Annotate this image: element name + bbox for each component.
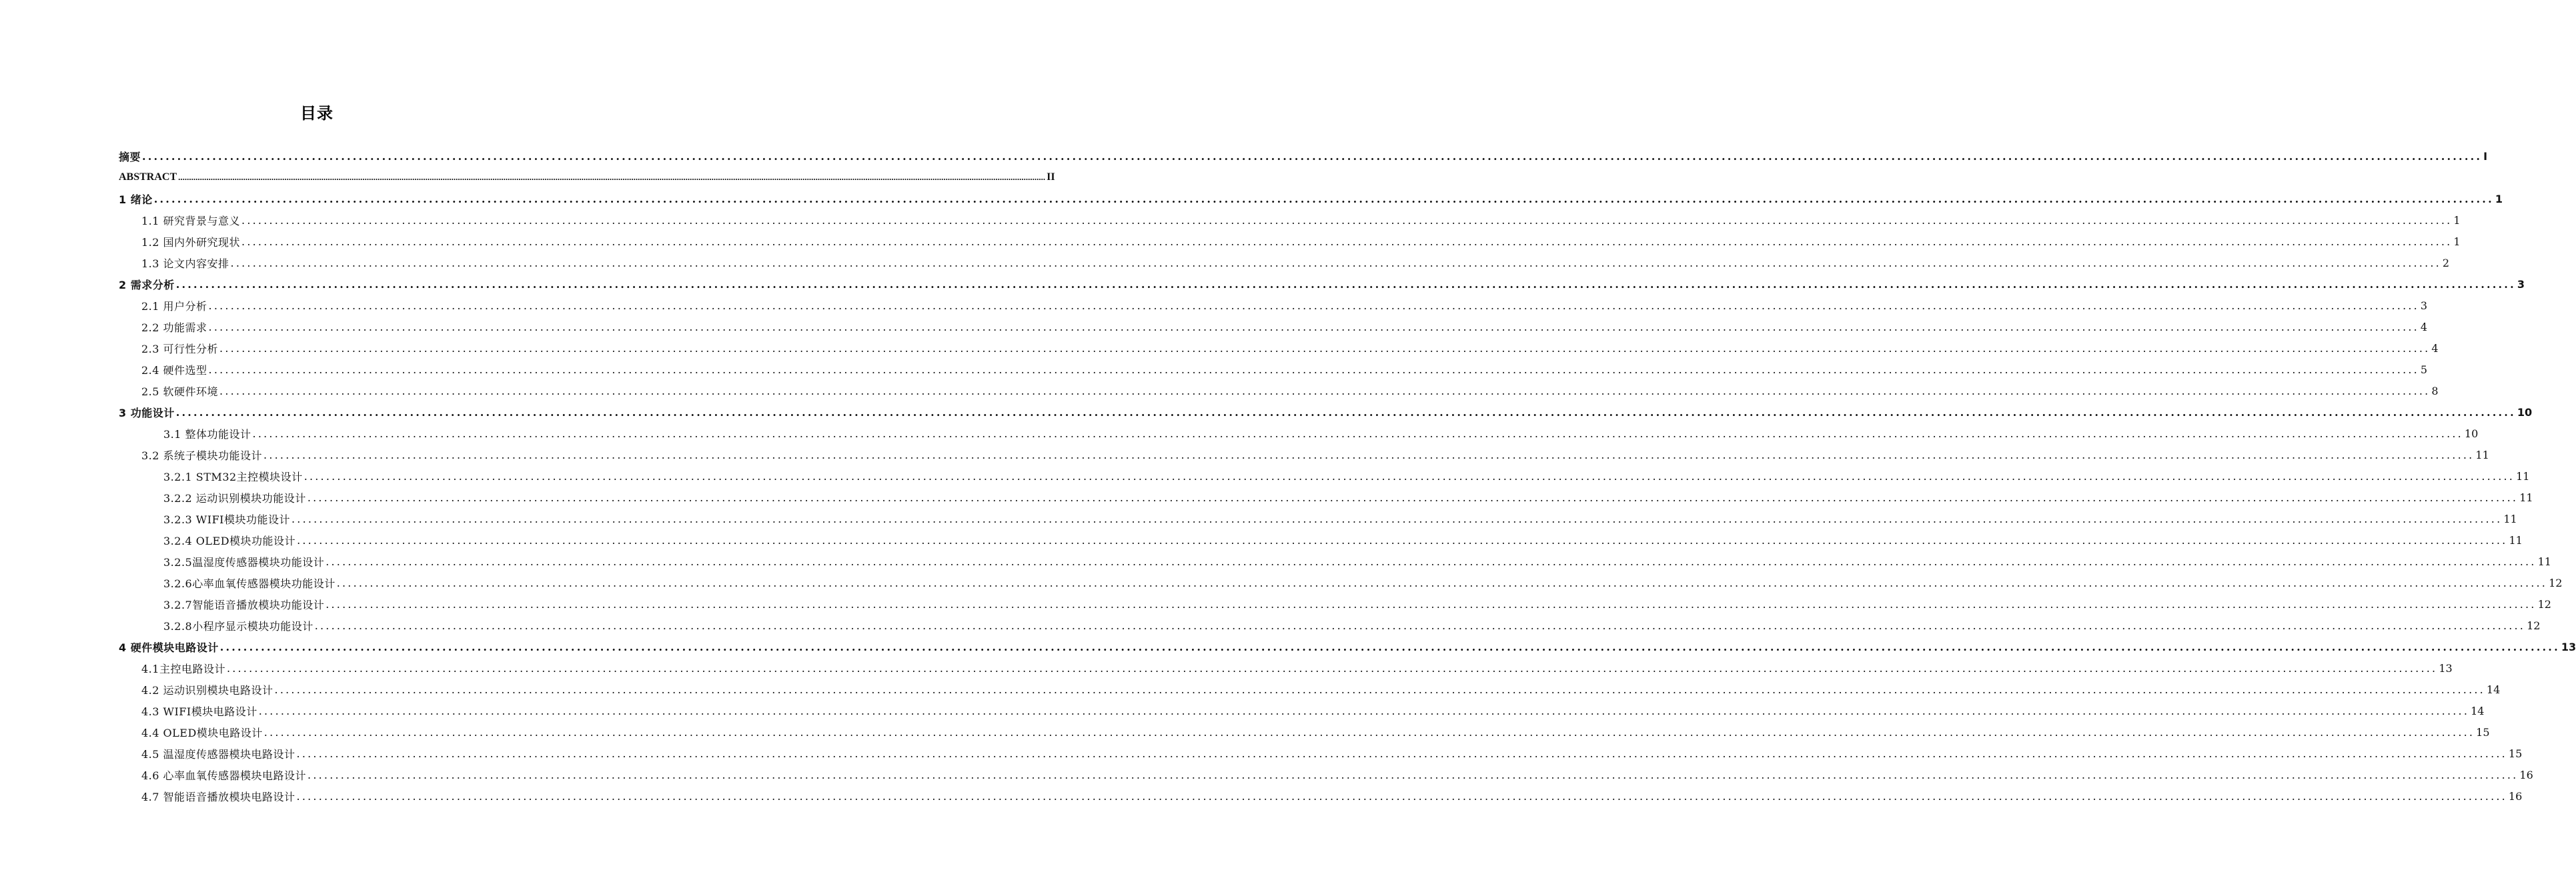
toc-entry-label: 3.2.7智能语音播放模块功能设计: [163, 598, 325, 611]
dot-leader: ................................................................................................................................................................................................................................................................................................................................................................................................................: [153, 192, 2494, 205]
dot-leader: ................................................................................................................................................................................................................................................................................................................................................................................................................: [241, 213, 2453, 227]
dot-leader: ................................................................................................................................................................................................................................................................................................................................................................................................................: [178, 172, 1046, 182]
toc-entry-label: 2.2 功能需求: [141, 321, 207, 334]
toc-entry-page-number: II: [1047, 171, 1055, 183]
toc-entry-label: 3.2.6心率血氧传感器模块功能设计: [163, 577, 336, 590]
toc-entry-page-number: 1: [2495, 192, 2503, 205]
toc-entry-page-number: 1: [2453, 213, 2461, 227]
toc-entry-label: 4.2 运动识别模块电路设计: [141, 683, 273, 697]
toc-entry[interactable]: [141, 764, 2533, 785]
dot-leader: ................................................................................................................................................................................................................................................................................................................................................................................................................: [297, 533, 2508, 547]
toc-entry-label: 4 硬件模块电路设计: [119, 641, 219, 654]
toc-entry-label: 4.5 温湿度传感器模块电路设计: [141, 747, 295, 761]
dot-leader: ................................................................................................................................................................................................................................................................................................................................................................................................................: [175, 405, 2516, 419]
toc-entry-label: 3.2.3 WIFI模块功能设计: [163, 513, 290, 526]
toc-entry[interactable]: [163, 487, 2533, 508]
dot-leader: ................................................................................................................................................................................................................................................................................................................................................................................................................: [241, 235, 2453, 248]
toc-entry-page-number: 3: [2420, 299, 2428, 312]
toc-entry-page-number: 16: [2519, 768, 2533, 781]
toc-entry-label: 摘要: [119, 150, 141, 163]
toc-entry[interactable]: [141, 444, 2489, 465]
dot-leader: ................................................................................................................................................................................................................................................................................................................................................................................................................: [314, 619, 2526, 632]
dot-leader: ................................................................................................................................................................................................................................................................................................................................................................................................................: [226, 661, 2438, 675]
toc-entry-page-number: 4: [2431, 341, 2439, 355]
toc-entry[interactable]: [163, 615, 2541, 636]
toc-entry-page-number: 14: [2486, 683, 2501, 696]
toc-entry[interactable]: [141, 316, 2428, 337]
toc-entry-label: 2.1 用户分析: [141, 299, 207, 313]
dot-leader: ................................................................................................................................................................................................................................................................................................................................................................................................................: [336, 576, 2548, 589]
toc-entry-page-number: 11: [2509, 533, 2523, 547]
toc-entry-page-number: 11: [2537, 555, 2551, 568]
toc-entry-page-number: 4: [2420, 320, 2428, 333]
toc-entry-label: 3.2.8小程序显示模块功能设计: [163, 619, 313, 633]
dot-leader: ................................................................................................................................................................................................................................................................................................................................................................................................................: [208, 363, 2419, 376]
toc-entry-page-number: 15: [2508, 747, 2523, 760]
toc-entry-page-number: 13: [2561, 640, 2576, 653]
toc-entry-page-number: 8: [2431, 384, 2439, 397]
toc-entry-page-number: 12: [2549, 576, 2563, 589]
toc-entry-label: 4.6 心率血氧传感器模块电路设计: [141, 769, 307, 782]
toc-entry-label: 1.1 研究背景与意义: [141, 214, 241, 227]
dot-leader: ................................................................................................................................................................................................................................................................................................................................................................................................................: [219, 384, 2431, 397]
toc-entry-page-number: 15: [2476, 725, 2490, 739]
toc-entry-page-number: 12: [2537, 597, 2551, 611]
toc-entry-label: 3 功能设计: [119, 406, 175, 419]
toc-entry[interactable]: [119, 167, 1055, 188]
toc-entry-label: 4.4 OLED模块电路设计: [141, 726, 263, 739]
dot-leader: ................................................................................................................................................................................................................................................................................................................................................................................................................: [208, 299, 2419, 312]
dot-leader: ................................................................................................................................................................................................................................................................................................................................................................................................................: [142, 149, 2483, 163]
toc-entry[interactable]: [163, 572, 2563, 593]
toc-entry-label: 1 绪论: [119, 193, 153, 206]
dot-leader: ................................................................................................................................................................................................................................................................................................................................................................................................................: [208, 320, 2419, 333]
toc-entry[interactable]: [119, 273, 2525, 295]
toc-entry[interactable]: [119, 188, 2503, 209]
toc-entry-label: 3.1 整体功能设计: [163, 427, 251, 441]
toc-entry[interactable]: [141, 337, 2439, 359]
toc-entry-page-number: 3: [2517, 277, 2525, 291]
dot-leader: ................................................................................................................................................................................................................................................................................................................................................................................................................: [303, 469, 2515, 483]
toc-entry[interactable]: [163, 423, 2479, 444]
toc-entry[interactable]: [141, 785, 2523, 807]
dot-leader: ................................................................................................................................................................................................................................................................................................................................................................................................................: [219, 640, 2560, 653]
toc-entry-page-number: 11: [2519, 491, 2533, 504]
page-title: 目录: [300, 104, 334, 123]
dot-leader: ................................................................................................................................................................................................................................................................................................................................................................................................................: [274, 683, 2485, 696]
toc-entry[interactable]: [163, 508, 2517, 529]
dot-leader: ................................................................................................................................................................................................................................................................................................................................................................................................................: [326, 597, 2537, 611]
toc-entry-page-number: 16: [2508, 789, 2523, 803]
toc-entry[interactable]: [141, 657, 2453, 679]
dot-leader: ................................................................................................................................................................................................................................................................................................................................................................................................................: [175, 277, 2516, 291]
toc-entry-label: ABSTRACT: [119, 171, 177, 183]
toc-entry-label: 3.2.2 运动识别模块功能设计: [163, 491, 306, 505]
toc-entry[interactable]: [141, 380, 2439, 401]
toc-entry[interactable]: [141, 295, 2428, 316]
table-of-contents: [0, 145, 2576, 807]
toc-entry-page-number: 13: [2439, 661, 2453, 675]
toc-entry[interactable]: [163, 551, 2551, 572]
dot-leader: ................................................................................................................................................................................................................................................................................................................................................................................................................: [296, 789, 2507, 803]
toc-entry[interactable]: [141, 252, 2450, 273]
toc-entry-page-number: 11: [2516, 469, 2530, 483]
toc-entry[interactable]: [119, 145, 2488, 167]
toc-entry-label: 1.3 论文内容安排: [141, 257, 229, 270]
toc-entry-label: 2.5 软硬件环境: [141, 385, 219, 398]
dot-leader: ................................................................................................................................................................................................................................................................................................................................................................................................................: [296, 747, 2507, 760]
toc-entry[interactable]: [141, 231, 2461, 252]
toc-entry-page-number: 5: [2420, 363, 2428, 376]
dot-leader: ................................................................................................................................................................................................................................................................................................................................................................................................................: [263, 448, 2475, 461]
toc-entry-label: 3.2.4 OLED模块功能设计: [163, 534, 296, 547]
dot-leader: ................................................................................................................................................................................................................................................................................................................................................................................................................: [258, 704, 2470, 717]
toc-entry[interactable]: [141, 209, 2461, 231]
toc-entry-label: 4.7 智能语音播放模块电路设计: [141, 790, 295, 803]
toc-entry[interactable]: [163, 593, 2551, 615]
toc-entry[interactable]: [163, 465, 2530, 487]
toc-entry-label: 3.2 系统子模块功能设计: [141, 449, 263, 462]
dot-leader: ................................................................................................................................................................................................................................................................................................................................................................................................................: [219, 341, 2431, 355]
toc-entry[interactable]: [141, 700, 2485, 721]
toc-entry-page-number: 14: [2471, 704, 2485, 717]
toc-entry-label: 4.1主控电路设计: [141, 662, 225, 675]
toc-entry-page-number: 1: [2453, 235, 2461, 248]
toc-entry-label: 2.4 硬件选型: [141, 363, 207, 377]
toc-entry-page-number: 11: [2475, 448, 2489, 461]
toc-entry[interactable]: [119, 636, 2576, 657]
dot-leader: ................................................................................................................................................................................................................................................................................................................................................................................................................: [263, 725, 2475, 739]
toc-entry-page-number: 11: [2503, 512, 2517, 525]
toc-entry-page-number: I: [2483, 149, 2488, 163]
toc-entry[interactable]: [141, 359, 2428, 380]
toc-entry-label: 3.2.5温湿度传感器模块功能设计: [163, 555, 325, 569]
toc-entry[interactable]: [141, 679, 2501, 700]
dot-leader: ................................................................................................................................................................................................................................................................................................................................................................................................................: [307, 768, 2519, 781]
toc-entry-page-number: 10: [2517, 405, 2533, 419]
dot-leader: ................................................................................................................................................................................................................................................................................................................................................................................................................: [230, 256, 2441, 269]
toc-entry-label: 1.2 国内外研究现状: [141, 235, 241, 249]
toc-entry[interactable]: [119, 401, 2533, 423]
toc-entry[interactable]: [141, 743, 2523, 764]
toc-entry-page-number: 2: [2442, 256, 2450, 269]
toc-entry[interactable]: [141, 721, 2490, 743]
dot-leader: ................................................................................................................................................................................................................................................................................................................................................................................................................: [291, 512, 2503, 525]
toc-entry-label: 4.3 WIFI模块电路设计: [141, 705, 257, 718]
toc-entry-label: 2 需求分析: [119, 278, 175, 291]
dot-leader: ................................................................................................................................................................................................................................................................................................................................................................................................................: [307, 491, 2519, 504]
dot-leader: ................................................................................................................................................................................................................................................................................................................................................................................................................: [252, 427, 2463, 440]
toc-entry-label: 3.2.1 STM32主控模块设计: [163, 470, 303, 483]
toc-entry-label: 2.3 可行性分析: [141, 342, 219, 355]
dot-leader: ................................................................................................................................................................................................................................................................................................................................................................................................................: [326, 555, 2537, 568]
toc-entry-page-number: 12: [2527, 619, 2541, 632]
toc-entry[interactable]: [163, 529, 2523, 551]
toc-entry-page-number: 10: [2464, 427, 2479, 440]
